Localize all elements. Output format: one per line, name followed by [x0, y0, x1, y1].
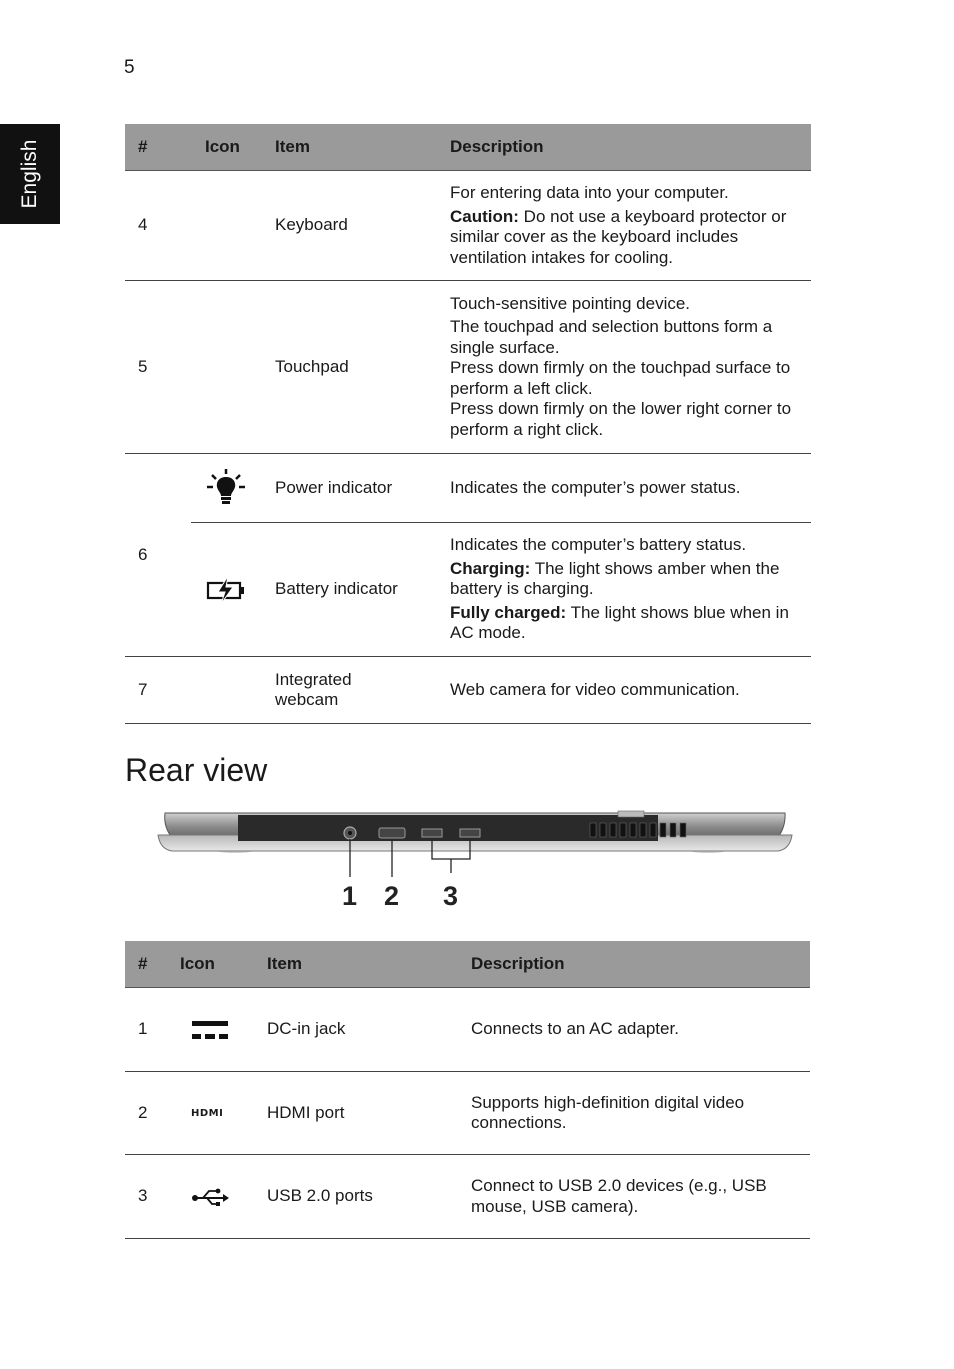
language-tab-label: English: [18, 139, 41, 209]
row-description: Indicates the computer’s power status.: [450, 454, 811, 523]
row-num: 1: [125, 988, 180, 1072]
row-item: Keyboard: [275, 171, 450, 281]
description-caution: [450, 207, 801, 269]
row-num: 5: [125, 281, 191, 454]
header-item: Item: [275, 124, 450, 171]
row-description: Supports high-definition digital video connections.: [471, 1072, 810, 1155]
dc-in-icon-graphic: [191, 1018, 229, 1042]
row-item: USB 2.0 ports: [267, 1155, 471, 1239]
header-description: Description: [471, 941, 810, 988]
row-description: Web camera for video communication.: [450, 657, 811, 724]
row-description: [450, 281, 811, 454]
hdmi-icon-text: HDMI: [191, 1108, 224, 1120]
description-fully-charged: [450, 603, 801, 644]
row-item: Battery indicator: [275, 523, 450, 657]
description-line: Press down firmly on the touchpad surface to perform a left click.: [450, 358, 791, 398]
table-row: [125, 454, 811, 523]
dc-in-icon: [180, 988, 267, 1072]
table-row: [125, 988, 810, 1072]
table-row: [125, 1072, 810, 1155]
page-number: 5: [124, 57, 135, 78]
row-description: [450, 523, 811, 657]
row-num: 3: [125, 1155, 180, 1239]
row-description: Connects to an AC adapter.: [471, 988, 810, 1072]
table-row: [125, 1155, 810, 1239]
caution-text: Do not use a keyboard protector or similar cover as the keyboard includes ventilation intakes for cooling.: [450, 206, 787, 267]
row-num: 2: [125, 1072, 180, 1155]
header-item: Item: [267, 941, 471, 988]
callout-1: 1: [342, 881, 358, 911]
row-item: HDMI port: [267, 1072, 471, 1155]
header-num: #: [125, 941, 180, 988]
row-num: 6: [125, 454, 191, 657]
description-line: Press down firmly on the lower right corner to perform a right click.: [450, 399, 792, 439]
hdmi-icon: [180, 1072, 267, 1155]
table-row: [125, 171, 811, 281]
row-item: DC-in jack: [267, 988, 471, 1072]
row-num: 7: [125, 657, 191, 724]
header-icon: Icon: [180, 941, 267, 988]
row-item: Integrated webcam: [275, 657, 450, 724]
section-title-rear-view: Rear view: [125, 752, 268, 788]
components-table-front: [125, 124, 811, 724]
row-icon: [191, 171, 275, 281]
rear-view-illustration: [150, 805, 800, 915]
fully-charged-text: The light shows blue when in AC mode.: [450, 602, 789, 643]
table-row: [125, 657, 811, 724]
fully-charged-label: Fully charged:: [450, 602, 567, 622]
callout-3: 3: [443, 881, 459, 911]
row-item: Touchpad: [275, 281, 450, 454]
battery-indicator-icon: [191, 523, 275, 657]
row-num: 4: [125, 171, 191, 281]
header-icon: Icon: [191, 124, 275, 171]
components-table-rear: [125, 941, 810, 1239]
usb-icon: [180, 1155, 267, 1239]
table-row: [125, 523, 811, 657]
row-description: [450, 171, 811, 281]
charging-label: Charging:: [450, 558, 531, 578]
description-line: Touch-sensitive pointing device.: [450, 293, 691, 313]
description-charging: [450, 559, 801, 600]
row-icon: [191, 281, 275, 454]
description-line: For entering data into your computer.: [450, 183, 729, 202]
header-num: #: [125, 124, 191, 171]
caution-label: Caution:: [450, 206, 519, 226]
callout-2: 2: [384, 881, 400, 911]
charging-text: The light shows amber when the battery is charging.: [450, 558, 780, 599]
header-description: Description: [450, 124, 811, 171]
row-description: Connect to USB 2.0 devices (e.g., USB mouse, USB camera).: [471, 1155, 810, 1239]
row-icon: [191, 657, 275, 724]
description-line: The touchpad and selection buttons form a single surface.: [450, 317, 773, 357]
table-header-row: [125, 124, 811, 171]
table-header-row: [125, 941, 810, 988]
row-item: Power indicator: [275, 454, 450, 523]
description-line: Indicates the computer’s battery status.: [450, 535, 747, 555]
language-tab: [0, 124, 60, 224]
power-indicator-icon: [191, 454, 275, 523]
power-indicator-icon-graphic: [206, 468, 246, 508]
table-row: [125, 281, 811, 454]
usb-icon-graphic: [191, 1186, 229, 1208]
battery-indicator-icon-graphic: [206, 575, 248, 605]
